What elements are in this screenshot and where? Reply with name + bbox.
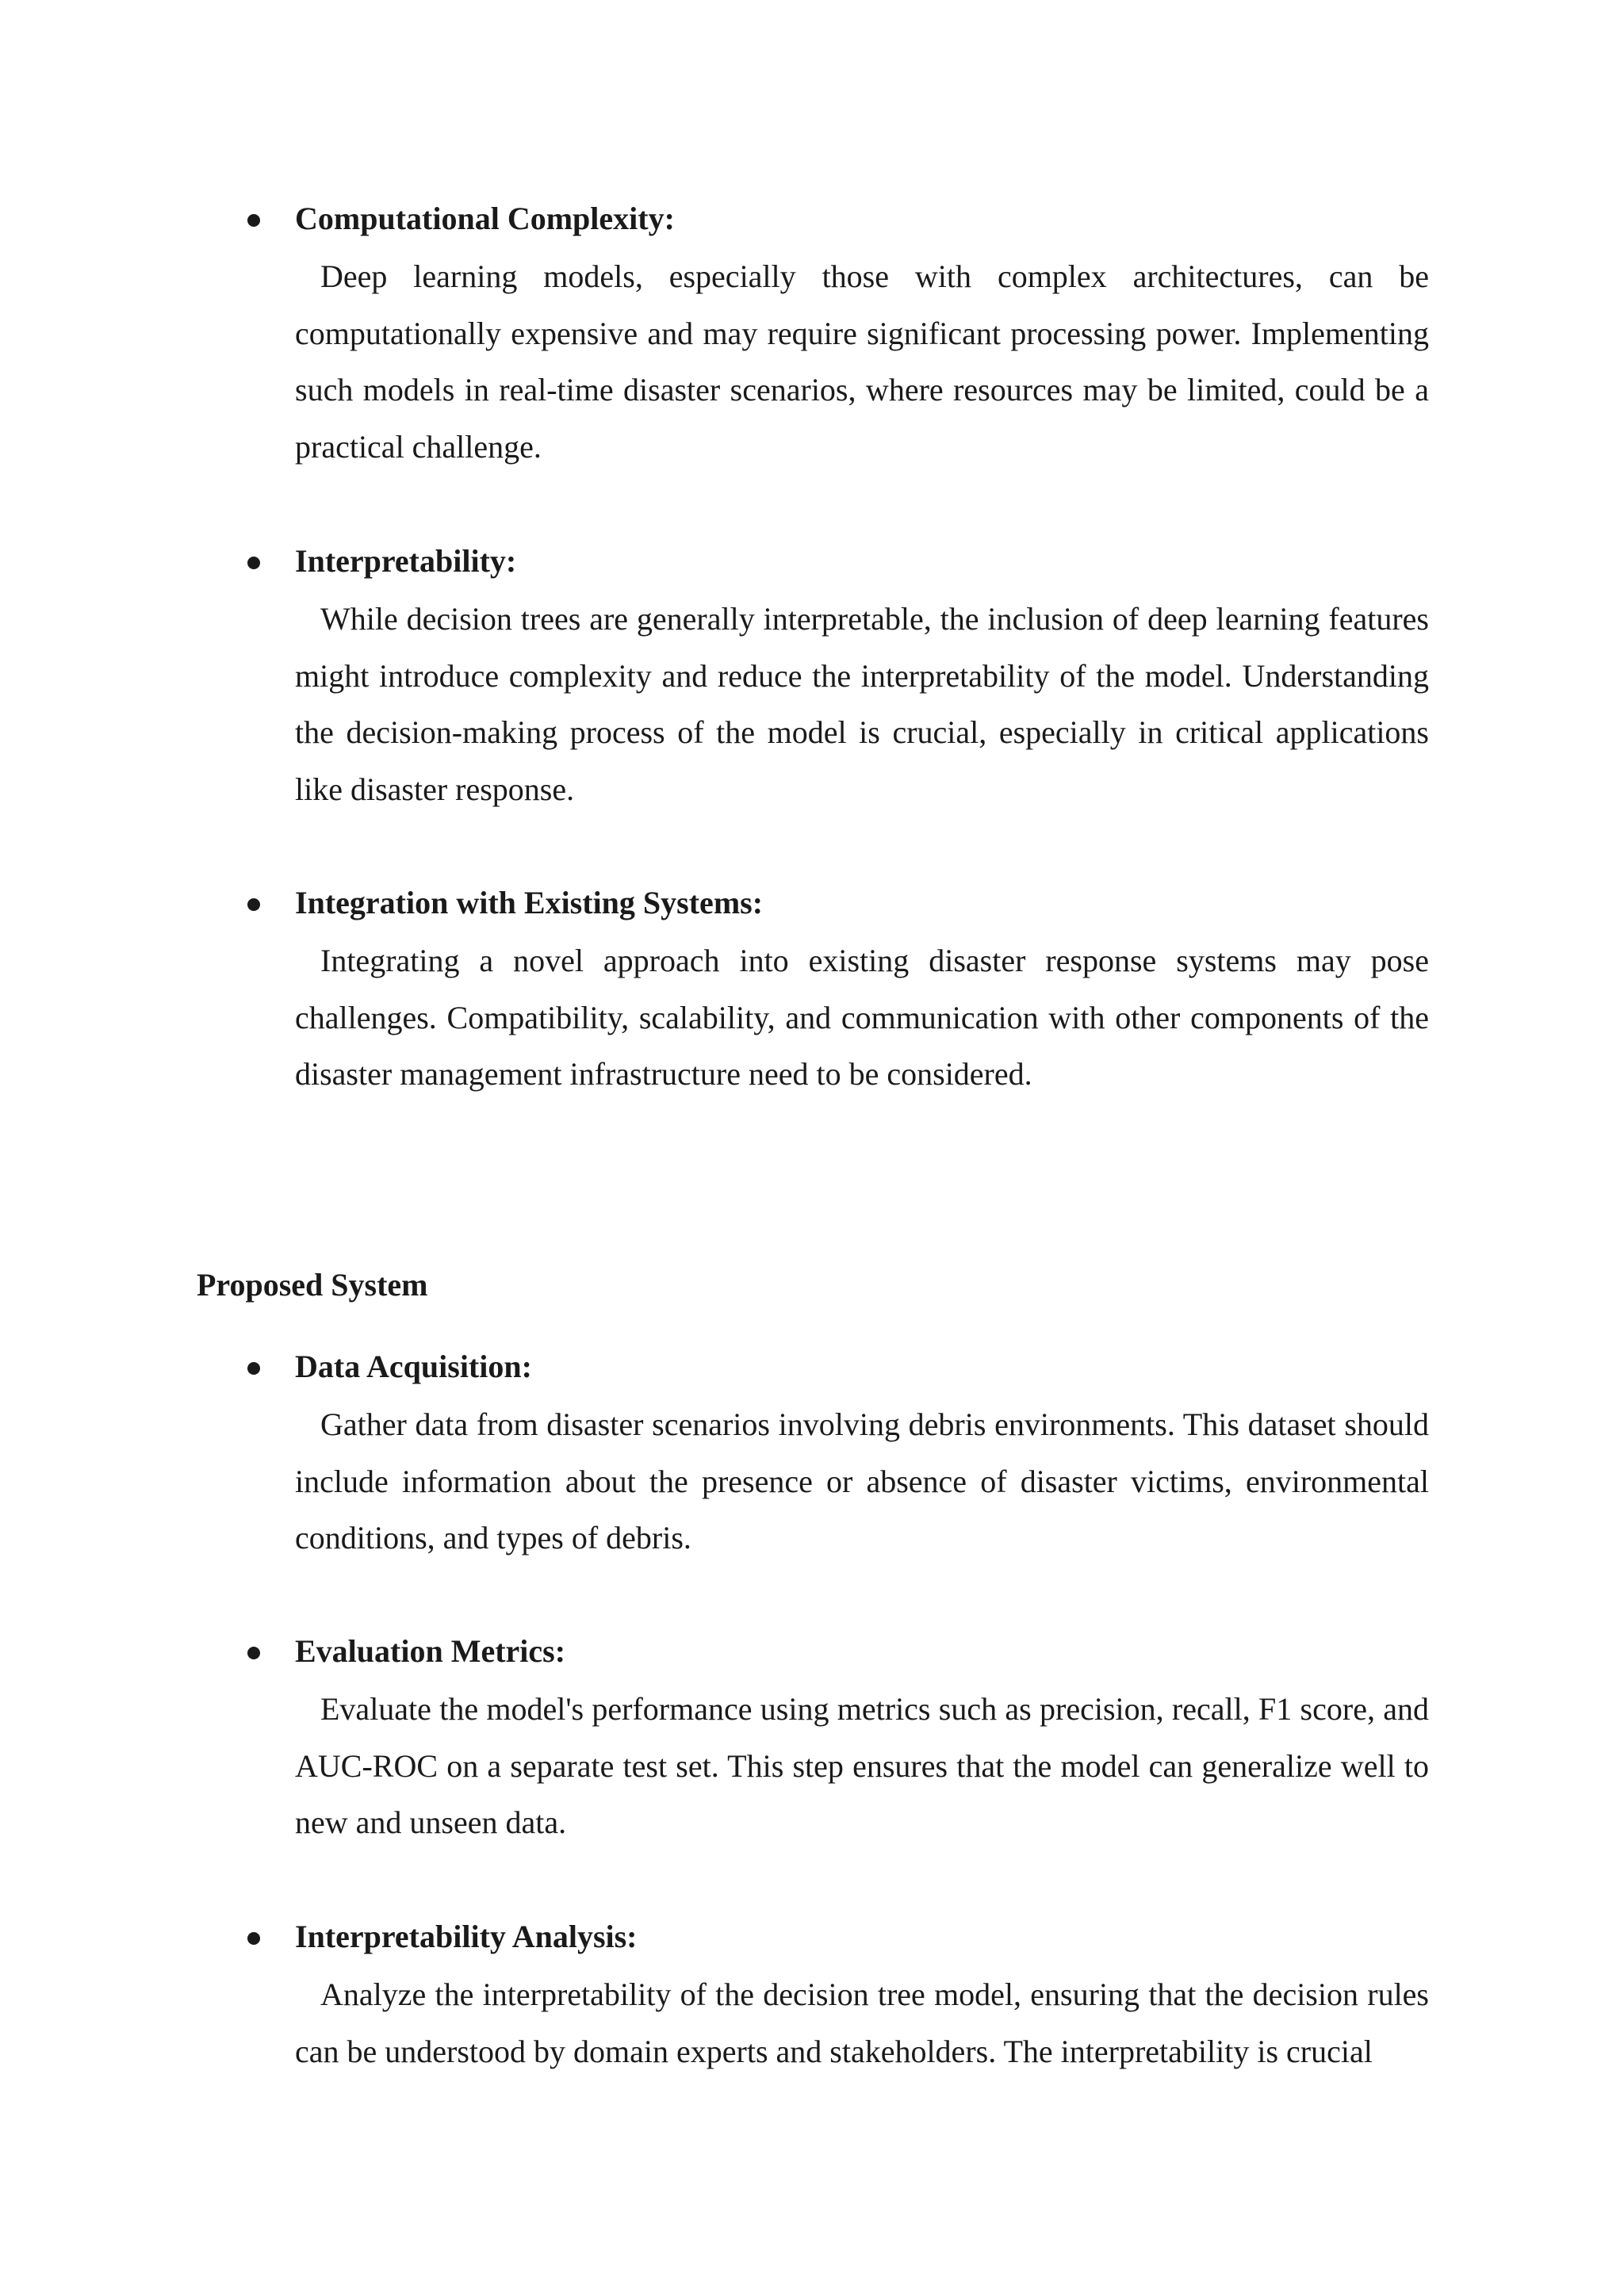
item-body: Gather data from disaster scenarios involving debris environments. This dataset should include information about the presence or absence of disaster victims, environmental conditions, and types of debris. <box>295 1406 1429 1556</box>
item-title: Evaluation Metrics: <box>295 1633 566 1669</box>
bullet-icon <box>247 1932 260 1945</box>
item-title: Data Acquisition: <box>295 1349 532 1384</box>
item-body: Analyze the interpretability of the decision tree model, ensuring that the decision rules can be understood by domain experts and stakeholders. The interpretability is crucial <box>295 1976 1429 2069</box>
item-body: Integrating a novel approach into existing disaster response systems may pose challenges. Compatibility, scalability, and communication with other components of the disaster management infrastructure need to be considered. <box>295 943 1429 1093</box>
section-heading: Proposed System <box>197 1267 428 1303</box>
item-title: Integration with Existing Systems: <box>295 885 764 920</box>
bullet-icon <box>247 1362 260 1375</box>
item-title: Interpretability Analysis: <box>295 1919 638 1954</box>
item-body: While decision trees are generally interpretable, the inclusion of deep learning features might introduce complexity and reduce the interpretability of the model. Understanding the decision-making process of the model is crucial, especially in critical applications like disaster response. <box>295 601 1429 807</box>
bullet-icon <box>247 557 260 569</box>
item-body: Evaluate the model's performance using metrics such as precision, recall, F1 score, and AUC-ROC on a separate test set. This step ensures that the model can generalize well to new and unseen data. <box>295 1691 1429 1841</box>
item-title: Interpretability: <box>295 543 517 579</box>
bullet-icon <box>247 898 260 911</box>
item-body: Deep learning models, especially those with complex architectures, can be computationally expensive and may require significant processing power. Implementing such models in real-time disaster scenarios, where resources may be limited, could be a practical challenge. <box>295 258 1429 465</box>
item-title: Computational Complexity: <box>295 201 675 236</box>
bullet-icon <box>247 1647 260 1659</box>
bullet-icon <box>247 214 260 227</box>
